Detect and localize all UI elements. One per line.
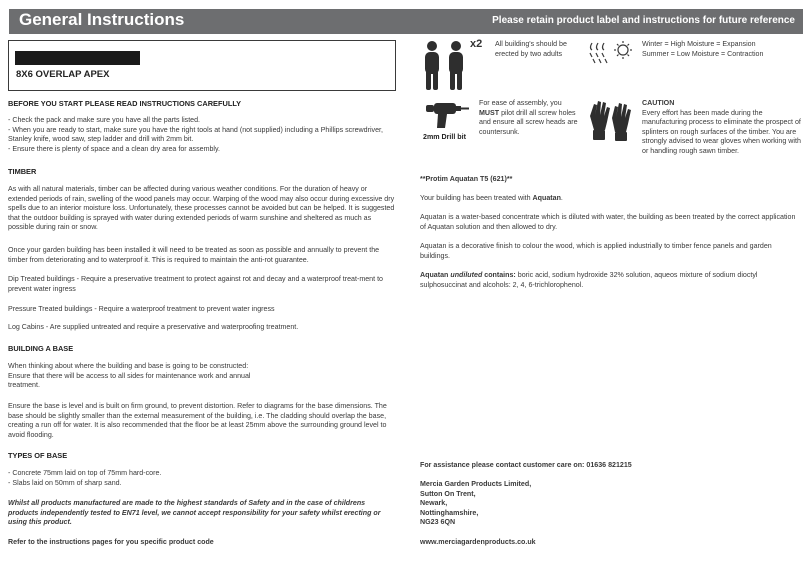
weather-text xyxy=(642,40,802,59)
disclaimer: Whilst all products manufactured are made to the highest standards of Safety and in the case of childrens products independently tested to EN71 level, we cannot accept responsibility for your safety whilst erecting or using this product. xyxy=(8,499,381,527)
timber-p1: As with all natural materials, timber can be affected during various weather conditions. For the duration of heavy or extended periods of rain, swelling of the wood panels may occur. Warping of the wood may also occur during excessive dry spells due to an interior moisture loss. Unfortunately, these processes cannot be avoided but can be helped. It is suggested that the outdoor building is sprayed with water during extended periods of warm sunshine and sheltered as much as possible during rain or snow. xyxy=(8,185,395,232)
caution-text: Every effort has been made during the manufacturing process to eliminate the prospect of splinters on rough surfaces of the timber. You are strongly advised to wear gloves when working with or handling rough sawn timber. xyxy=(642,108,801,155)
contains-label-3: contains: xyxy=(482,271,516,279)
contains-label-2: undiluted xyxy=(450,271,483,279)
weather-icon xyxy=(586,40,636,66)
two-people-icon xyxy=(420,40,470,92)
product-name: 8X6 OVERLAP APEX xyxy=(16,69,110,80)
before-text: - Check the pack and make sure you have all the parts listed. - When you are ready to start, make sure you have the right tools at hand (not supplied) including a Phillips screwdriver, Stanley knife, wood saw, step ladder and drill with 2mm bit. - Ensure there is plenty of space and a clean dry area for assembly. xyxy=(8,116,383,153)
treated-post: . xyxy=(560,194,563,202)
redacted-bar xyxy=(15,51,140,65)
types-heading: TYPES OF BASE xyxy=(8,451,68,460)
base-heading: BUILDING A BASE xyxy=(8,344,74,353)
treated-line xyxy=(420,194,798,204)
adults-count: x2 xyxy=(470,38,483,50)
contains-line xyxy=(420,271,798,290)
contains-label-1: Aquatan xyxy=(420,271,451,279)
timber-p2: Once your garden building has been installed it will need to be treated as soon as possible and annually to prevent the timber from deteriorating and to waterproof it. This is required to maintain the anti-rot guarantee. xyxy=(8,246,380,264)
drill-text xyxy=(479,99,579,137)
treated-pre: Your building has been treated with xyxy=(420,194,533,202)
protim-heading: **Protim Aquatan T5 (621)** xyxy=(420,175,513,183)
drill-text-must: MUST xyxy=(479,108,500,117)
drill-icon xyxy=(424,98,470,132)
drill-text-pre: For ease of assembly, you xyxy=(479,99,562,107)
drill-bit-label: 2mm Drill bit xyxy=(423,133,466,141)
caution-block xyxy=(642,99,802,157)
adults-text: All building's should be erected by two adults xyxy=(495,40,567,58)
page-title: General Instructions xyxy=(19,10,185,29)
types-text: - Concrete 75mm laid on top of 75mm hard-core. - Slabs laid on 50mm of sharp sand. xyxy=(8,469,162,487)
caution-title: CAUTION xyxy=(642,99,675,107)
drill-text-post: pilot drill all screw holes and ensure all screw heads are countersunk. xyxy=(479,108,578,136)
summer-line: Summer = Low Moisture = Contraction xyxy=(642,49,764,58)
winter-line: Winter = High Moisture = Expansion xyxy=(642,40,756,48)
before-heading: BEFORE YOU START PLEASE READ INSTRUCTIONS CAREFULLY xyxy=(8,99,242,108)
aquatan-p1: Aquatan is a water-based concentrate which is diluted with water, the building as been treated by the correct application of Aquatan solution and then allowed to dry. xyxy=(420,213,796,231)
timber-heading: TIMBER xyxy=(8,167,37,176)
website-link[interactable]: www.merciagardenproducts.co.uk xyxy=(420,538,536,546)
gloves-icon xyxy=(586,98,636,142)
header-bar xyxy=(9,9,803,34)
assistance-line: For assistance please contact customer care on: 01636 821215 xyxy=(420,461,632,469)
retain-notice: Please retain product label and instructions for future reference xyxy=(492,15,795,26)
company-address: Mercia Garden Products Limited, Sutton On Trent, Newark, Nottinghamshire, NG23 6QN xyxy=(420,480,532,527)
aquatan-p2: Aquatan is a decorative finish to colour the wood, which is applied industrially to timber fence panels and garden buildings. xyxy=(420,242,772,260)
base-p2: Ensure the base is level and is built on firm ground, to prevent distortion. Refer to diagrams for the base dimensions. The base should be slightly smaller than the external measurement of the building, i.e. The cladding should overlap the base, creating a run off for water. It is also recommended that the floor be at least 25mm above the surrounding ground level to avoid flooding. xyxy=(8,402,387,439)
timber-p5: Log Cabins - Are supplied untreated and require a preservative and waterproofing treatment. xyxy=(8,323,299,331)
base-p1: When thinking about where the building and base is going to be constructed: Ensure that there will be access to all sides for maintenance work and annual treatment. xyxy=(8,362,251,390)
product-label-box xyxy=(8,40,396,91)
refer-note: Refer to the instructions pages for you specific product code xyxy=(8,538,214,546)
contains-text: boric acid, sodium hydroxide 32% solution, aqueos mixture of sodium dioctyl sulphosuccinat and alcohols: 2, 4, 6-trichlorophenol. xyxy=(420,271,758,289)
treated-product: Aquatan xyxy=(532,194,561,202)
timber-p4: Pressure Treated buildings - Require a waterproof treatment to prevent water ingress xyxy=(8,305,275,313)
timber-p3: Dip Treated buildings - Require a preservative treatment to protect against rot and decay and a waterproof treat-ment to prevent water ingress xyxy=(8,275,383,293)
